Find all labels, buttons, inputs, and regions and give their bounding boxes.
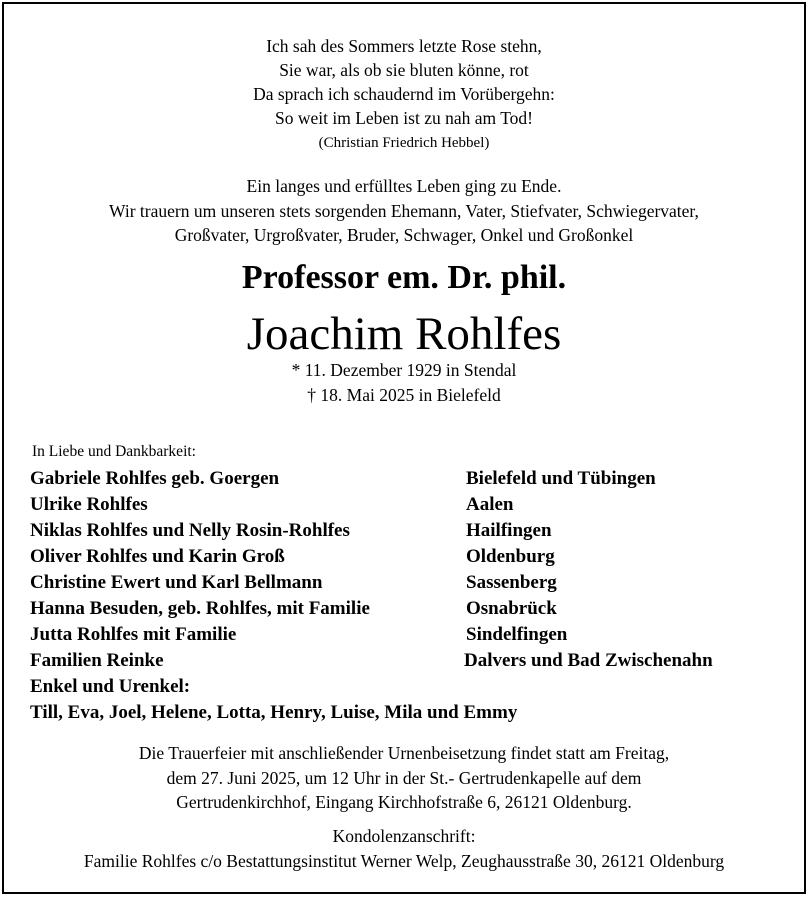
mourner-name: Oliver Rohlfes und Karin Groß [30,546,285,567]
mourners-list [0,466,808,674]
intro-line: Ein langes und erfülltes Leben ging zu Ende. [246,176,562,196]
mourner-name: Christine Ewert und Karl Bellmann [30,572,323,593]
intro-text [0,174,808,248]
service-line: Die Trauerfeier mit anschließender Urnenbeisetzung findet statt am Freitag, [138,743,670,763]
grandchildren-names: Till, Eva, Joel, Helene, Lotta, Henry, Luise, Mila und Emmy [30,702,518,723]
mourner-location: Hailfingen [466,520,552,541]
condolence-address [0,824,808,873]
mourner-name: Ulrike Rohlfes [30,494,148,515]
mourner-location: Sassenberg [466,572,557,593]
deceased-name: Joachim Rohlfes [246,308,562,360]
poem-line: Ich sah des Sommers letzte Rose stehn, [266,36,542,56]
life-dates [0,358,808,408]
mourner-row [0,622,808,648]
poem-line: So weit im Leben ist zu nah am Tod! [275,108,533,128]
mourner-name: Gabriele Rohlfes geb. Goergen [30,468,280,489]
mourner-row [0,544,808,570]
poem-attribution: (Christian Friedrich Hebbel) [318,135,490,151]
mourner-row [0,648,808,674]
poem-line: Sie war, als ob sie bluten könne, rot [279,60,529,80]
mourner-name: Jutta Rohlfes mit Familie [30,624,237,645]
grandchildren-label: Enkel und Urenkel: [30,676,191,697]
mourner-name: Niklas Rohlfes und Nelly Rosin-Rohlfes [30,520,350,541]
poem-line: Da sprach ich schaudernd im Vorübergehn: [253,84,555,104]
service-notice [0,741,808,815]
mourner-location: Aalen [466,494,514,515]
mourner-row [0,596,808,622]
birth-date: * 11. Dezember 1929 in Stendal [291,360,517,380]
grandchildren [30,674,517,726]
intro-line: Wir trauern um unseren stets sorgenden Ehemann, Vater, Stiefvater, Schwiegervater, [109,200,699,221]
mourner-row [0,518,808,544]
mourner-location: Dalvers und Bad Zwischenahn [464,650,713,671]
deceased-title: Professor em. Dr. phil. [241,259,567,296]
death-date: † 18. Mai 2025 in Bielefeld [307,385,501,405]
mourner-row [0,570,808,596]
condolence-label: Kondolenzanschrift: [332,826,476,846]
poem [0,34,808,156]
mourner-row [0,492,808,518]
mourner-location: Oldenburg [466,546,555,567]
mourner-location: Bielefeld und Tübingen [466,468,656,489]
mourner-location: Osnabrück [466,598,557,619]
intro-line: Großvater, Urgroßvater, Bruder, Schwager, Onkel und Großonkel [174,225,634,245]
service-line: Gertrudenkirchhof, Eingang Kirchhofstraße 6, 26121 Oldenburg. [176,792,632,812]
service-line: dem 27. Juni 2025, um 12 Uhr in der St.- Gertrudenkapelle auf dem [166,767,642,788]
mourner-name: Familien Reinke [30,650,164,671]
thanks-label: In Liebe und Dankbarkeit: [32,443,196,460]
mourner-name: Hanna Besuden, geb. Rohlfes, mit Familie [30,598,370,619]
mourner-location: Sindelfingen [466,624,568,645]
condolence-text: Familie Rohlfes c/o Bestattungsinstitut Werner Welp, Zeughausstraße 30, 26121 Oldenburg [83,850,725,871]
mourner-row [0,466,808,492]
